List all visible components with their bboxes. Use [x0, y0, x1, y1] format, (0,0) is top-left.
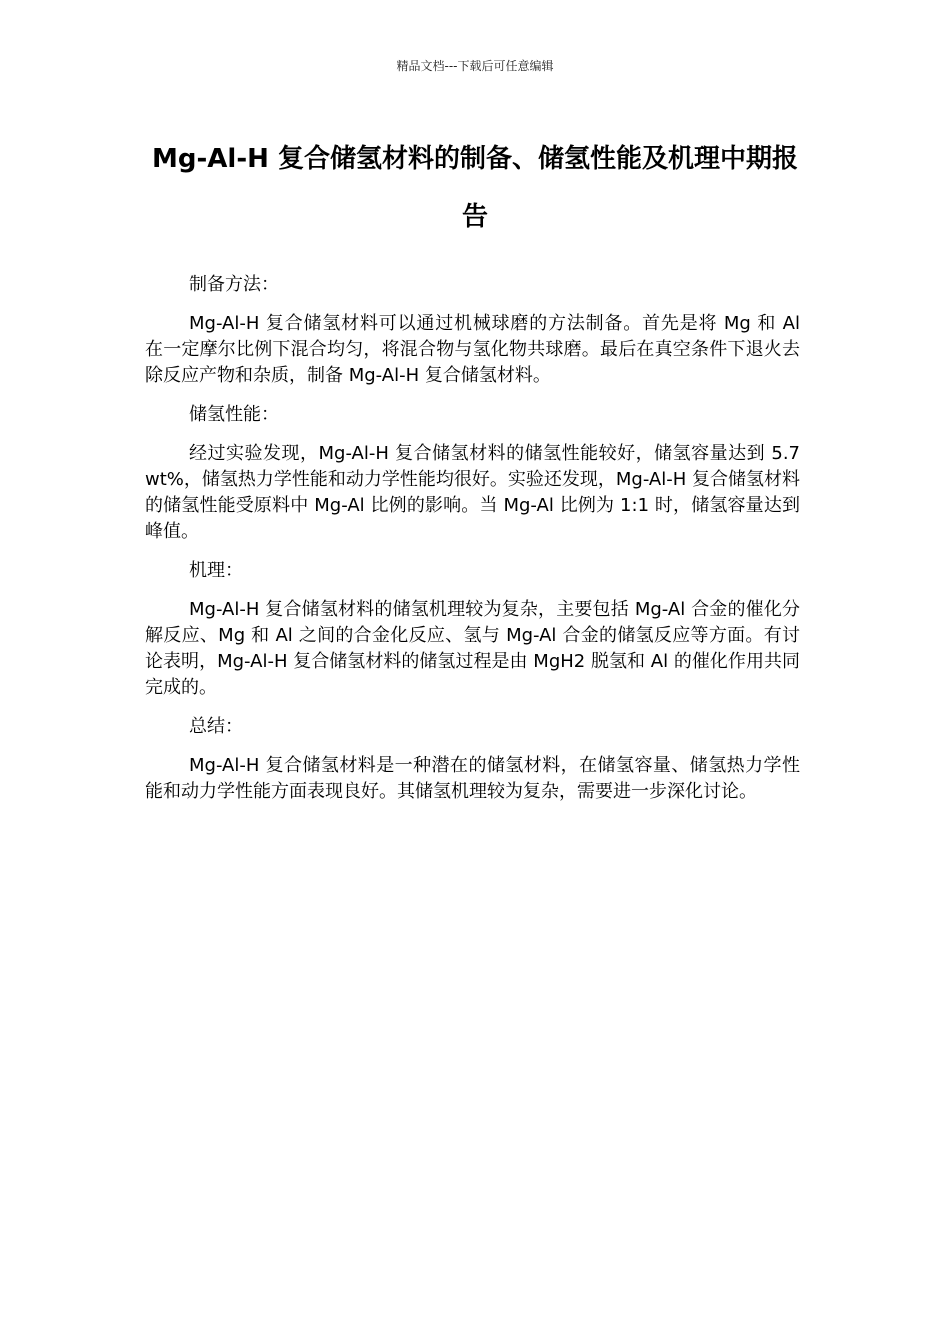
- section-summary: [145, 714, 800, 805]
- section-paragraph: Mg-Al-H 复合储氢材料是一种潜在的储氢材料，在储氢容量、储氢热力学性能和动力学性能方面表现良好。其储氢机理较为复杂，需要进一步深化讨论。: [145, 755, 800, 802]
- section-paragraph: 经过实验发现，Mg-Al-H 复合储氢材料的储氢性能较好，储氢容量达到 5.7 wt%，储氢热力学性能和动力学性能均很好。实验还发现，Mg-Al-H 复合储氢材料的储氢性能受原料中 Mg-Al 比例的影响。当 Mg-Al 比例为 1:1 时，储氢容量达到峰值。: [145, 443, 801, 542]
- section-preparation: [145, 272, 800, 389]
- section-heading: 机理：: [189, 560, 243, 581]
- section-heading: 储氢性能：: [189, 404, 279, 425]
- section-performance: [145, 402, 800, 545]
- section-heading: 制备方法：: [189, 274, 279, 295]
- header-note: 精品文档---下载后可任意编辑: [396, 59, 554, 73]
- section-mechanism: [145, 558, 800, 701]
- section-heading: 总结：: [189, 716, 243, 737]
- document-body: [145, 272, 800, 818]
- section-paragraph: Mg-Al-H 复合储氢材料的储氢机理较为复杂，主要包括 Mg-Al 合金的催化分解反应、Mg 和 Al 之间的合金化反应、氢与 Mg-Al 合金的储氢反应等方面。有讨论表明，Mg-Al-H 复合储氢材料的储氢过程是由 MgH2 脱氢和 Al 的催化作用共同完成的。: [145, 599, 800, 698]
- section-paragraph: Mg-Al-H 复合储氢材料可以通过机械球磨的方法制备。首先是将 Mg 和 Al 在一定摩尔比例下混合均匀，将混合物与氢化物共球磨。最后在真空条件下退火去除反应产物和杂质，制备 Mg-Al-H 复合储氢材料。: [145, 313, 800, 386]
- document-title: Mg-Al-H 复合储氢材料的制备、储氢性能及机理中期报告: [152, 144, 798, 232]
